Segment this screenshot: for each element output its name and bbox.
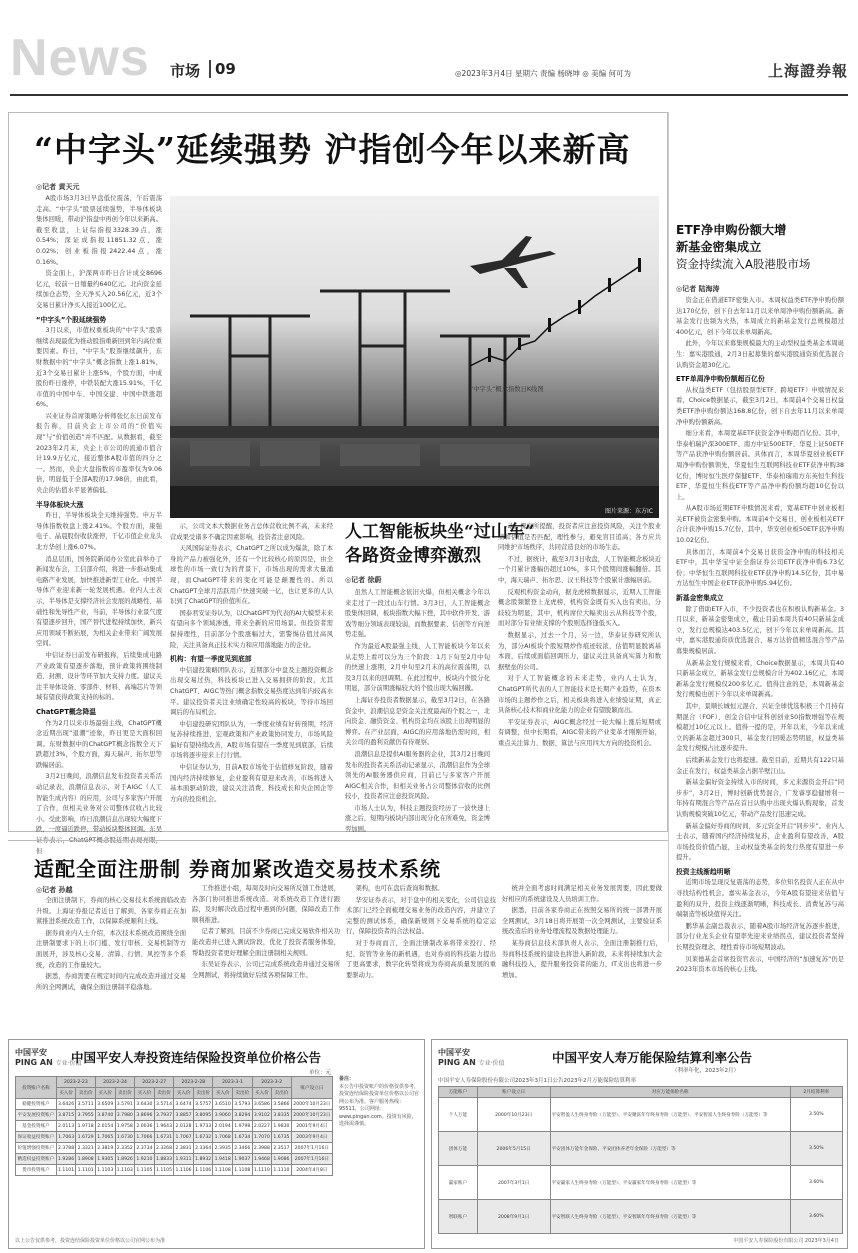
airplane-icon [470, 236, 556, 288]
table-cell: 1.1106 [193, 1165, 213, 1176]
article3-column-3 [346, 884, 496, 1032]
paragraph: 据悉，目前各家券商正在按照交易所的统一部署开展全网测试，3月18日将开展第一次全网测试，主要验证系统改造后的业务处理流程及数据处理能力。 [502, 907, 662, 936]
table-cell: 2006年5月15日 [477, 1132, 550, 1166]
subheading: ETF单周净申购份额超百亿份 [676, 375, 765, 384]
paragraph: 不过，据统计，截至3月3日收盘，人工智能概念板块近一个月累计涨幅仍超过10%，多只个股期间涨幅翻倍。其中，海天瑞声、拓尔思、汉王科技等个股累计涨幅居前。 [498, 555, 661, 584]
ad-left-brand-tag: 专业·价值 [55, 1060, 82, 1067]
table-cell: 3.8095 [193, 1110, 213, 1121]
etf-byline: ◎记者 陆海涛 [676, 285, 720, 293]
table-subheader-cell: 买入价 [174, 1088, 194, 1099]
table-cell: 1.9286 [56, 1154, 76, 1165]
rate-table [438, 1086, 843, 1234]
table-row [439, 1166, 843, 1200]
table-cell: 2003年9月4日 [291, 1132, 332, 1143]
etf-heading-line1: ETF净申购份额大增 [676, 223, 787, 237]
table-cell: 个人万能 [439, 1098, 478, 1132]
table-cell: 3.6586 [252, 1099, 272, 1110]
paragraph: 中信建投研究团队认为，一季度业绩有好转预期，经济复苏持续推进，宏观政策和产业政策协同发力，市场风险偏好有望持续改善，A股市场有望在一季度见到底部，后续市场将逐步迎来上行行情。 [170, 720, 333, 760]
ai-heading-line1: 人工智能板块坐“过山车” [345, 522, 535, 542]
table-cell: 1.9468 [252, 1154, 272, 1165]
section-rule [8, 840, 668, 841]
article3-byline: ◎记者 孙越 [36, 886, 73, 894]
table-cell: 1.7065 [95, 1132, 115, 1143]
table-cell: 3.9060 [213, 1110, 233, 1121]
etf-article-body [676, 296, 844, 1034]
article3-column-2 [192, 884, 340, 1032]
subheading: 机构：有望一季度见到底部 [170, 655, 252, 664]
ad-right-brand-tag: 专业·价值 [478, 1060, 505, 1067]
table-cell: 2.3268 [154, 1143, 174, 1154]
table-cell: 2.3352 [115, 1143, 135, 1154]
table-cell: 2004年4月8日 [291, 1165, 332, 1176]
table-row [16, 1121, 333, 1132]
table-cell: 2.3321 [76, 1143, 96, 1154]
table-cell: 3.8740 [95, 1110, 115, 1121]
ad-left-brand: 中国平安 [15, 1048, 47, 1057]
table-cell: 3.5714 [154, 1099, 174, 1110]
ad-right-brand: 中国平安 [438, 1048, 470, 1057]
table-cell: 1.1105 [135, 1165, 155, 1176]
table-cell: 1.9311 [174, 1154, 194, 1165]
photo-caption: “中字头”概念指数日K线图 [470, 386, 544, 393]
table-header-cell: 2月结算利率 [790, 1087, 842, 1098]
subheading: ChatGPT概念降温 [36, 707, 97, 716]
table-cell: 2.0036 [135, 1121, 155, 1132]
table-header-cell: 账户设立日 [291, 1077, 332, 1099]
table-cell: 1.9758 [115, 1121, 135, 1132]
paragraph: 东吴证券表示，公司已完成系统改造并通过交易所全网测试，将持续做好后续各项保障工作。 [192, 961, 340, 979]
table-cell: 3.50% [790, 1132, 842, 1166]
paragraph: 据悉，券商需要在规定时间内完成改造并通过交易所的全网测试，确保全面注册制平稳落地。 [36, 973, 186, 991]
table-cell: 3.8696 [135, 1110, 155, 1121]
table-cell: 1.6732 [193, 1132, 213, 1143]
paragraph: 新基金偏好券商的时间，多元资金开启“同步步”。业内人士表示，随着国内经济持续复苏，企业盈利有望改善，A股市场投资价值凸显，主动权益类基金的发行热度有望进一步提升。 [676, 822, 844, 862]
table-cell: 3.7955 [76, 1110, 96, 1121]
paper-logo: 上海證券報 [767, 62, 848, 80]
paragraph: 3月以来，市值权重板块的“中字头”股票继续表现最优为推动股指重新回到年内高位重要因素。昨日，“中字头”股票继续飙升，东财数据中的“中字头”概念指数上涨1.81%，近3个交易日累计上涨5%，个股方面，中成股份昨日涨停，中铁装配大涨15.91%，千亿市值的中国中车、中国交建、中国中铁涨超6%。 [36, 327, 162, 409]
paragraph: 除了借助ETF入市，不少投资者也在积极认购新基金。3月以来，新基金密集成立，截止目前本周共有40只新基金成立，发行总规模达403.5亿元，创下今年以来单周新高。其中，嘉实港股通资质优选混合、易方达价值精选混合等产品募集规模居前。 [676, 605, 844, 655]
table-cell: 1.9305 [95, 1154, 115, 1165]
table-cell: 赢家账户 [439, 1166, 478, 1200]
table-cell: 2007年1月16日 [291, 1154, 332, 1165]
ai-article-column-2 [498, 522, 661, 828]
article3-column-4 [502, 884, 662, 1032]
table-cell: 1.7070 [252, 1132, 272, 1143]
ad-universal-insurance-rate [431, 1039, 848, 1249]
table-subheader-cell: 卖出价 [154, 1088, 174, 1099]
table-cell: 1.9643 [154, 1121, 174, 1132]
table-cell: 2.0154 [95, 1121, 115, 1132]
table-cell: 2.3734 [135, 1143, 155, 1154]
paragraph: A股市场3月3日早盘低位震荡，午后震荡走高。“中字头”股票延续强势，半导体板块集体回暖，带动沪指盘中再创今年以来新高。截至收盘，上证综指报3328.39点，涨0.54%；深证成指报11851.32点，涨0.02%；创业板指报2422.44点，涨0.16%。 [36, 195, 162, 266]
table-cell: 2008年9月1日 [477, 1200, 550, 1234]
table-cell: 3.5711 [76, 1099, 96, 1110]
paragraph: 资金面上，沪深两市昨日合计成交8696亿元，较前一日缩量约640亿元。北向资金延续加仓态势，全天净买入20.56亿元，近3个交易日累计净买入接近100亿元。 [36, 270, 162, 309]
table-cell: 3.5791 [115, 1099, 135, 1110]
ad-left-notes [339, 1076, 421, 1129]
article1-byline: ◎记者 黄天元 [36, 183, 80, 191]
table-cell: 1.8833 [154, 1154, 174, 1165]
paragraph: 市场人士认为，科技主题投资经历了一波快速上涨之后，短期内板块内部出现分化在所难免，资金博弈加剧。 [345, 804, 490, 834]
main-photo [170, 196, 659, 518]
paragraph: 作为最近A股最强主线，人工智能板块今年以来从走势上看可以分为三个阶段：1月下旬至2月中旬的快速上涨期，2月中旬至2月末的高位震荡期，以及3月以来的回调期。在此过程中，板块内个股分化明显，部分前期涨幅较大的个股出现大幅回撤。 [345, 642, 490, 693]
table-row [16, 1165, 333, 1176]
table-cell: 3.60% [790, 1200, 842, 1234]
table-cell: 1.1105 [154, 1165, 174, 1176]
table-cell: 3.7937 [154, 1110, 174, 1121]
table-cell: 1.7068 [213, 1132, 233, 1143]
table-cell: 1.8908 [76, 1154, 96, 1165]
table-cell: 1.6731 [154, 1132, 174, 1143]
paragraph: 中信建投策略团队表示，近期部分中盘及主题投资概念出现交易过热，科技板块已进入交易拥挤的阶段，尤其ChatGPT、AIGC等热门概念指数交易热度达到年内较高水平。建议投资者关注业绩确定性较高的板块，等待市场回调后的布局机会。 [170, 666, 333, 717]
table-subheader-cell: 买入价 [135, 1088, 155, 1099]
paragraph: 中信证券认为，目前A股市场处于估值修复阶段，随着国内经济持续修复，企业盈利有望迎来改善，市场将进入基本面驱动阶段，建议关注消费、科技成长和央企国企等方向的投资机会。 [170, 764, 333, 803]
table-cell: 1.8932 [193, 1154, 213, 1165]
paragraph: 消息层面，国务院新闻办公室此前举办了新闻发布会，工信部介绍，将进一步推动集成电路产业发展，加快推进新型工业化。中国半导体产业迎来新一轮发展机遇。业内人士表示，半导体是支撑经济社会发展的战略性、基础性和先导性产业，当前，半导体行业景气度有望逐步回升，国产替代进程持续加快，新兴应用领域不断拓展，为相关企业带来广阔发展空间。 [36, 555, 162, 648]
paragraph: 细分来看，本周宽基ETF获资金净申购超百亿份。其中，华泰柏瑞沪深300ETF、南方中证500ETF、华夏上证50ETF等产品获净申购份额居前。具体而言，本周华夏创业板ETF周净申购份额领先，华夏恒生互联网科技业ETF获净申购38亿份，博时恒生医疗保健ETF、华泰柏瑞南方东英恒生科技ETF、华夏恒生科技ETF等产品净申购份额均超10亿份以上。 [676, 430, 844, 501]
paragraph: 兴业证券首席策略分析师张忆东日前发布报告称，目前央企上市公司的“价值实现”与“价值创造”并不匹配。从数据看，截至2023年2月末，央企上市公司的流通市值合计19.9万亿元，接近整体A股市值的四分之一。然而，央企大盘指数的市盈率仅为9.06倍，明显低于全部A股的17.98倍，由此看，央企的估值水平显著偏低。 [36, 412, 162, 495]
section-name: 市场 [170, 62, 201, 80]
table-cell: 3.50% [790, 1098, 842, 1132]
paragraph: 虽然人工智能概念依旧火爆，但相关概念今年以来走过了一段过山车行情。3月3日，人工智能概念股集体回调，板块指数大幅下挫，其中软件开发、游戏等细分领域表现较弱，而数据要素、信创等方向逆势走强。 [345, 589, 490, 639]
table-cell: 3.8294 [233, 1110, 253, 1121]
table-cell: 2.0227 [252, 1121, 272, 1132]
table-subheader-cell: 卖出价 [272, 1088, 292, 1099]
table-cell: 2000年10月23日 [477, 1098, 550, 1132]
table-cell: 2007年3月1日 [477, 1166, 550, 1200]
ad-left-notes-body: 本公告中投资账户的价格仅供参考，投资连结保险投资单位价格以公司官网公布为准。客户服务热线：95511，公司网址：www.pingan.com。投资有风险，选择需谨慎。 [339, 1083, 420, 1127]
article3-column-1 [36, 896, 186, 1032]
table-header-cell: 2023-2-27 [135, 1077, 174, 1088]
paragraph: 此外，今年以来募集规模最大的主动型权益类基金本周诞生：嘉实港股通，2月3日起募集的嘉实港股通资质优选混合认购资金超30亿元。 [676, 340, 844, 369]
table-cell: 平安智联人生终身寿险（万能型）、平安智联年年终身寿险（万能型）等 [550, 1200, 790, 1234]
pingan-logo [438, 1048, 505, 1069]
table-subheader-cell: 卖出价 [76, 1088, 96, 1099]
ad-right-note: 中国平安人寿保险股份有限公司2023年3月1日公告2023年2月万能保险结算利率 [438, 1078, 636, 1084]
table-cell: 1.9418 [213, 1154, 233, 1165]
ad-left-brand-en: PING AN [15, 1058, 53, 1067]
table-header-cell: 投资账户名称 [16, 1077, 57, 1099]
table-cell: 货币投资账户 [16, 1165, 57, 1176]
table-cell: 2.0113 [56, 1121, 76, 1132]
ai-article-byline: ◎记者 徐蔚 [345, 576, 382, 584]
paragraph: 后续新基金发行也将提速。截至目前，近期共有122只基金正在发行，权益类基金占据半壁江山。 [676, 756, 844, 775]
paragraph: 据券商业内人士介绍，本次技术系统改造围绕全面注册制要求下的上市门槛、发行审核、交易机制等方面展开，涉及核心交易、清算、行情、风控等多个系统，改造的工作量较大。 [36, 929, 186, 969]
table-cell: 1.1108 [233, 1165, 253, 1176]
table-subheader-cell: 买入价 [213, 1088, 233, 1099]
price-table [15, 1076, 333, 1176]
table-cell: 价值增强投资账户 [16, 1143, 57, 1154]
etf-headline [676, 222, 848, 273]
table-cell: 1.6734 [233, 1132, 253, 1143]
date-line: ◎2023年3月4日 星期六 责编 杨晓坤 ◎ 美编 何可为 [455, 69, 632, 78]
ad-left-unit: 单位：元 [309, 1070, 332, 1076]
table-cell: 2.3788 [56, 1143, 76, 1154]
table-cell: 保证收益投资账户 [16, 1132, 57, 1143]
ad-right-subtitle: （利率年化，2023年2月） [672, 1068, 739, 1074]
article1-column-1 [36, 194, 162, 855]
paragraph: 浪潮信息是提供AI服务器的企业，其3月2日晚间发布的投资者关系活动记录显示，浪潮信息作为全球领先的AI服务器供应商，目前已与多家客户开展AIGC相关合作，但相关业务占公司整体营收的比例较小，投资者应注意投资风险。 [345, 750, 490, 801]
table-row [16, 1154, 333, 1165]
table-row [439, 1200, 843, 1234]
table-cell: 2.3831 [174, 1143, 194, 1154]
ai-article-column-1 [345, 588, 490, 834]
ad-right-footer: 中国平安人寿保险股份有限公司 2023年3月4日 [733, 1238, 839, 1244]
paragraph: 3月2日晚间，浪潮信息发布投资者关系活动记录表，浪潮信息表示，对于AIGC（人工智能生成内容）的应用，公司与多家客户开展了合作，但相关业务对公司整体营收占比较小。受此影响，昨日浪潮信息出现较大幅度下跌，一度逼近跌停，带动板块整体回调。东吴 但 [36, 773, 162, 855]
table-subheader-cell: 卖出价 [233, 1088, 253, 1099]
table-cell: 3.8715 [56, 1110, 76, 1121]
table-cell: 3.60% [790, 1166, 842, 1200]
paragraph: 中信证券日前发布研报称，后续集成电路产业政策有望逐步落地，预计政策将围绕制造、封测、设计等环节加大支持力度。建议关注半导体设备、零部件、材料、高端芯片等领域有望获得政策支持的标的。 [36, 651, 162, 702]
table-row [439, 1132, 843, 1166]
table-cell: 1.6730 [115, 1132, 135, 1143]
paragraph: 从A股市场近期ETF申赎情况来看，宽基ETF中创业板相关ETF被资金密集申购。本周前4个交易日，创业板相关ETF合计获净申购15.7亿份，其中，华安创业板50ETF获净申购10.02亿份。 [676, 505, 844, 545]
table-row [16, 1132, 333, 1143]
table-cell: 3.7980 [115, 1110, 135, 1121]
paragraph: 记者了解到，目前不少券商已完成交易软件相关功能改造并已进入测试阶段，优化了投资者服务体验，帮助投资者更好理解全面注册制相关规则。 [192, 928, 340, 957]
table-cell: 2.3935 [213, 1143, 233, 1154]
table-row [16, 1143, 333, 1154]
paragraph: 对于券商而言，全面注册制改革将带来投行、经纪、资管等业务的新机遇，也对券商的科技能力提出了更高要求，数字化转型将成为券商高质量发展的重要驱动力。 [346, 939, 496, 979]
paragraph: 其中，景顺长城恒元混合、兴证全球优选积极三个月持有期混合（FOF）、创金合信中证科创创业50指数增强等在规模超过10亿元以上。值得一提的是，开年以来，今年以来成立的新基金超过300只，基金发行回暖态势明显，权益类基金发行规模占比逐步提升。 [676, 702, 844, 753]
table-cell: 1.1101 [76, 1165, 96, 1176]
table-subheader-cell: 买入价 [95, 1088, 115, 1099]
subheading: 半导体板块大涨 [36, 500, 84, 509]
paragraph: 对于人工智能概念的未来走势，业内人士认为，ChatGPT所代表的人工智能技术是长期产业趋势，在资本市场的主题炒作之后，相关板块将进入业绩验证期，真正具备核心技术和商业化能力的企业有望脱颖而出。 [498, 675, 661, 715]
paragraph: 华安证券表示，对于盘中的相关变化，公司信息技术部门已经全面梳理交易业务的改造内容，并建立了完整的测试体系，确保新规则下交易系统的稳定运行，保障投资者的合法权益。 [346, 896, 496, 936]
subheading: 投资主线渐趋明晰 [676, 867, 731, 876]
table-cell: 1.1110 [252, 1165, 272, 1176]
paragraph: 工作推进小组，每周及时向交易所反馈工作进展，各部门协同推进系统改造。对系统改造工作进行跟踪，及时解决改造过程中遇到的问题，保障改造工作顺利推进。 [192, 885, 340, 924]
table-cell: 精选权益投资账户 [16, 1154, 57, 1165]
table-cell: 平安智盈人生终身寿险（万能型）、平安聚富年年终身寿险（万能型）、平安智富人生终身寿险（万能型）等 [550, 1098, 790, 1132]
table-cell: 2.3517 [272, 1143, 292, 1154]
table-cell: 1.9830 [272, 1121, 292, 1132]
paragraph: 反观机构资金动向，据龙虎榜数据显示，近期人工智能概念股频繁登上龙虎榜，机构资金既有买入也有卖出，分歧较为明显，其中，机构席位大幅卖出云从科技等个股，而对部分有业绩支撑的个股则选择逢低买入。 [498, 588, 661, 628]
ad-right-brand-en: PING AN [438, 1058, 476, 1067]
paragraph: 国泰君安证券认为，以ChatGPT为代表的AI大模型未来有望向多个领域渗透，带来全新的应用场景。但投资者需保持理性，目前部分个股涨幅过大，需警惕估值过高风险，关注具备真正技术实力和应用落地能力的企业。 [170, 609, 333, 649]
table-cell: 3.6509 [95, 1099, 115, 1110]
table-header-cell: 2023-3-1 [213, 1077, 252, 1088]
paragraph: 平安证券表示，AIGC概念经过一轮大幅上涨后短期或有调整，但中长期看，AIGC带来的产业变革才刚刚开始，重点关注算力、数据、算法与应用四大方向的投资机会。 [498, 718, 661, 747]
paragraph: 动。深交所提醒，投资者应注意投资风险，关注个股业绩和估值是否匹配，理性参与，避免盲目追高；各方应共同维护市场秩序，共同营造良好的市场生态。 [498, 523, 661, 552]
table-cell: 1.7063 [56, 1132, 76, 1143]
table-cell: 3.5866 [272, 1099, 292, 1110]
table-cell: 3.6430 [135, 1099, 155, 1110]
ad-left-notes-title: 备注： [339, 1076, 355, 1082]
paragraph: 数据显示，过去一个月，另一边，华泰证券研究所认为，部分AI板块个股短期炒作痕迹较浓，估值明显脱离基本面，后续或面临回调压力，建议关注具备真实算力和数据壁垒的公司。 [498, 631, 661, 671]
table-cell: 2.3364 [193, 1143, 213, 1154]
right-column-rule [668, 112, 669, 942]
paragraph: 某券商信息技术部负责人表示，全面注册制推行后，券商科技系统的建设也将进入新阶段，未来将持续加大金融科技投入，提升服务投资者的能力，IT支出也将进一步增加。 [502, 939, 662, 979]
table-cell: 1.9086 [272, 1154, 292, 1165]
paragraph: 从新基金发行规模来看，Choice数据显示，本周共有40只新基金成立，新基金发行总规模合计为402.16亿元，本周新基金发行规模仅200多亿元。值得注意的是，本周新基金发行规模也创下今年以来单周新高。 [676, 659, 844, 699]
table-cell: 3.6510 [213, 1099, 233, 1110]
table-cell: 3.8857 [174, 1110, 194, 1121]
table-cell: 1.1103 [95, 1165, 115, 1176]
table-cell: 2.3466 [233, 1143, 253, 1154]
table-header-cell: 账户设立日 [477, 1087, 550, 1098]
table-cell: 3.8335 [272, 1110, 292, 1121]
masthead-rule [10, 94, 848, 96]
table-cell: 1.9210 [135, 1154, 155, 1165]
table-header-cell: 2023-3-2 [252, 1077, 291, 1088]
etf-heading-line2: 新基金密集成立 [676, 240, 762, 254]
article1-column-2 [170, 522, 333, 828]
table-cell: 2.0194 [213, 1121, 233, 1132]
table-subheader-cell: 买入价 [252, 1088, 272, 1099]
paragraph: 上海证券投资者数据显示，截至3月2日，在各路资金中，浪潮信息是资金关注度最高的个股之一，北向资金、融资资金、机构资金均在该股上出现明显的博弈。在产业层面，AIGC的应用落地仍需时间，相关公司的盈利贡献仍有待观察。 [345, 696, 490, 747]
paragraph: 新基金偏好资金持续入市的时间，多元来源资金开启“同步步”，3月2日，博时创新优势混合，广发睿享稳健增利一年持有期混合等产品在首日认购中出现火爆认购现象，首发认购规模突破10亿元，带动产品发行迅速完成。 [676, 779, 844, 818]
ad-left-title: 中国平安人寿投资连结保险投资单位价格公告 [71, 1050, 322, 1065]
ad-right-title: 中国平安人寿万能保险结算利率公告 [552, 1050, 753, 1065]
table-header-cell: 2023-2-28 [174, 1077, 213, 1088]
table-cell: 1.7067 [174, 1132, 194, 1143]
ad-investment-linked-price [8, 1039, 425, 1249]
masthead [10, 30, 848, 92]
table-cell: 团体万能 [439, 1132, 478, 1166]
paragraph: 作为2月以来市场最强主线，ChatGPT概念近期出现“退潮”迹象，昨日更是大面积回调。东财数据中的ChatGPT概念指数全天下跌超过3%，个股方面，海天瑞声、拓尔思等跌幅居前。 [36, 719, 162, 769]
table-row [16, 1099, 333, 1110]
table-cell: 平安发展投资账户 [16, 1110, 57, 1121]
table-cell: 1.9733 [193, 1121, 213, 1132]
table-cell: 1.1110 [272, 1165, 292, 1176]
table-subheader-cell: 卖出价 [115, 1088, 135, 1099]
table-cell: 2.0128 [174, 1121, 194, 1132]
table-cell: 3.5793 [233, 1099, 253, 1110]
table-cell: 1.7066 [135, 1132, 155, 1143]
table-row [439, 1098, 843, 1132]
table-cell: 2.3819 [95, 1143, 115, 1154]
table-cell: 3.9102 [252, 1110, 272, 1121]
table-cell: 1.1106 [174, 1165, 194, 1176]
paragraph: 天风国际证券表示，ChatGPT之所以成为爆款，除了本身的产品力被强化外，还有一个比较核心的原因是，由全球性的市场一致行为的背景下，市场出现的需求大量涌现，而ChatGPT带来的变化可能是颠覆性的。所以ChatGPT全球月活跃用户快速突破一亿，也让更多的人认识到了ChatGPT的价值所在。 [170, 545, 333, 606]
news-logo: News [10, 29, 150, 87]
table-subheader-cell: 买入价 [56, 1088, 76, 1099]
table-cell: 1.9718 [76, 1121, 96, 1132]
paragraph: 示，公司文本大数据业务占总体营收比例不高，未来经营成果受诸多不确定因素影响，投资者注意风险。 [170, 523, 333, 541]
table-cell: 2000年10月23日 [291, 1099, 332, 1110]
table-cell: 稳健投资账户 [16, 1099, 57, 1110]
page-number: 09 [209, 60, 236, 78]
table-header-cell: 对应万能保险名称 [550, 1087, 790, 1098]
paragraph: 资金正在借道ETF密集入市。本周权益类ETF净申购份额达170亿份，创下自去年11月以来单周净申购份额新高。新基金发行也频为火热，本周成立的新基金发行总规模超过400亿元，创下今年以来单周新高。 [676, 297, 844, 336]
subheading: 新基金密集成立 [676, 594, 724, 603]
table-cell: 2007年1月16日 [291, 1143, 332, 1154]
table-cell: 3.6474 [174, 1099, 194, 1110]
table-header-cell: 万能账户 [439, 1087, 478, 1098]
paragraph: 架构，也可在盘后查询和数据。 [355, 885, 444, 892]
table-cell: 2000年10月23日 [291, 1110, 332, 1121]
table-cell: 1.1103 [115, 1165, 135, 1176]
ai-heading-line2: 各路资金博弈激烈 [345, 546, 481, 566]
table-cell: 2001年9月4日 [291, 1121, 332, 1132]
photo-credit: 图片来源：东方IC [605, 508, 653, 515]
main-headline: “中字头”延续强势 沪指创今年以来新高 [34, 130, 631, 169]
table-cell: 平安赢家人生终身寿险（万能型）、平安赢家年年终身寿险（万能型）等 [550, 1166, 790, 1200]
paragraph: 从权益类ETF（包括股票型ETF、跨境ETF）申赎情况来看，Choice数据显示，截至3月2日，本周前4个交易日权益类ETF净申购份额达168.8亿份，创下自去年11月以来单周净申购份额新高。 [676, 386, 844, 426]
paragraph: 贝莱德基金首席投资官表示，中国经济的“加速复苏”仍是2023年资本市场的核心主线。 [676, 955, 844, 974]
etf-heading-line3: 资金持续流入A股港股市场 [676, 257, 811, 271]
table-cell: 3.6426 [56, 1099, 76, 1110]
table-cell: 基金投资账户 [16, 1121, 57, 1132]
table-cell: 3.5757 [193, 1099, 213, 1110]
paragraph: 鹏华基金副总裁表示，随着A股市场经济复苏逐步推进，部分行业龙头企业有望率先迎来业绩拐点，建议投资者坚持长期投资理念，理性看待市场短期波动。 [676, 922, 844, 952]
table-cell: 1.1108 [213, 1165, 233, 1176]
subheading: “中字头”个股延续强势 [36, 315, 107, 324]
paragraph: 全面注册制下，券商的核心交易技术系统面临改造升级。上海证券报记者近日了解到，各家券商正在加紧推进系统改造工作，以保障系统顺利上线。 [36, 897, 186, 926]
paragraph: 昨日，半导体板块全天维持强势。申万半导体指数收盘上涨2.41%。个股方面，康强电子、晶晨股份收获涨停，千亿市值企业龙头北方华创上涨6.07%。 [36, 512, 162, 551]
paragraph: 近期市场呈现反复震荡的态势，多位知名投资人正在从中寻找结构性机会。嘉实基金表示，今年A股有望迎来估值与盈利的双升，投资主线逐渐明晰，科技成长、消费复苏与高端制造等板块值得关注。 [676, 879, 844, 919]
table-row [16, 1110, 333, 1121]
table-cell: 1.9037 [233, 1154, 253, 1165]
table-cell: 1.1101 [56, 1165, 76, 1176]
table-cell: 1.6735 [272, 1132, 292, 1143]
table-cell: 平安团体万能年金保险、平安团体养老年金保险（万能型）等 [550, 1132, 790, 1166]
port-cranes-image [170, 196, 659, 518]
paragraph: 具体而言，本周前4个交易日获资金净申购的科技相关ETF中，其中华宝中证全指证券公司ETF获净申购6.73亿份；中华恒生互联网科技业ETF获净申购14.5亿份，其中易方达恒生中国企业ETF获净申购5.94亿份。 [676, 548, 844, 588]
table-cell: 1.8926 [115, 1154, 135, 1165]
second-headline: 适配全面注册制 券商加紧改造交易技术系统 [34, 857, 441, 881]
table-cell: 1.9798 [233, 1121, 253, 1132]
table-cell: 2.3988 [252, 1143, 272, 1154]
table-subheader-cell: 卖出价 [193, 1088, 213, 1099]
paragraph: 统并全面考虑时间满足相关业务发展需要，因此要做好相应的系统建设及人员培训工作。 [502, 885, 662, 903]
table-cell: 1.6729 [76, 1132, 96, 1143]
table-cell: 智联账户 [439, 1200, 478, 1234]
table-header-cell: 2023-2-23 [56, 1077, 95, 1088]
kline-chart [470, 258, 641, 366]
table-header-cell: 2023-2-24 [95, 1077, 134, 1088]
ad-left-footer: 以上公告仅供参考，投资连结保险投资单位价格以公司官网公布为准 [15, 1238, 166, 1244]
